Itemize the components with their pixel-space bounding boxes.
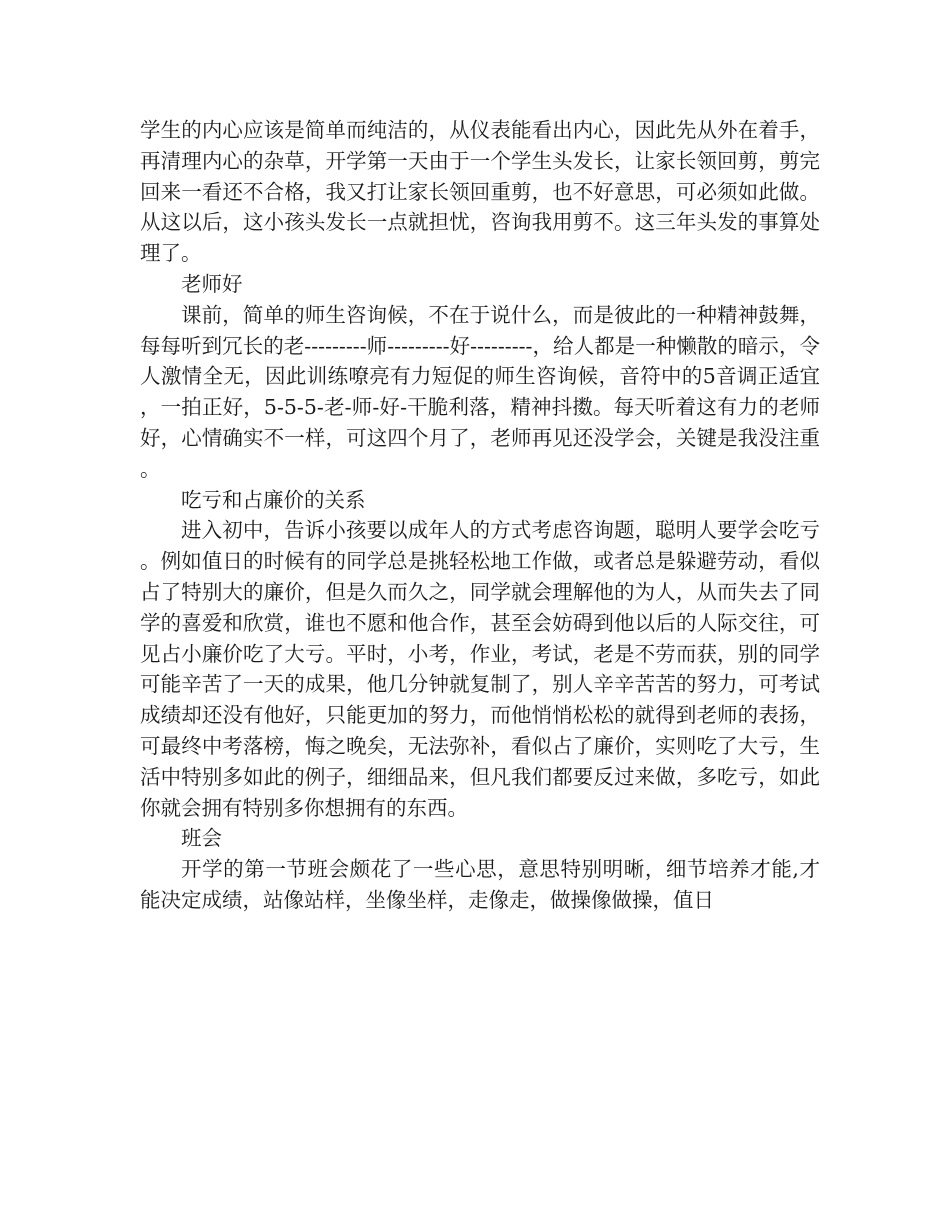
section-heading-loss-and-gain: 吃亏和占廉价的关系: [181, 487, 366, 512]
paragraph-class-meeting: 开学的第一节班会颇花了一些心思，意思特别明晰，细节培养才能,才能决定成绩，站像站样，坐像坐样，走像走，做操像做操，值日: [140, 857, 820, 912]
section-heading-teacher-greeting: 老师好: [181, 271, 243, 296]
document-body: [140, 115, 820, 916]
paragraph-loss-and-gain: 进入初中，告诉小孩要以成年人的方式考虑咨询题，聪明人要学会吃亏。例如值日的时候有的同学总是挑轻松地工作做，或者总是躲避劳动，看似占了特别大的廉价，但是久而久之，同学就会理解他的为人，从而失去了同学的喜爱和欣赏，谁也不愿和他合作，甚至会妨碍到他以后的人际交往，可见占小廉价吃了大亏。平时，小考，作业，考试，老是不劳而获，别的同学可能辛苦了一天的成果，他几分钟就复制了，别人辛辛苦苦的努力，可考试成绩却还没有他好，只能更加的努力，而他悄悄松松的就得到老师的表扬，可最终中考落榜，悔之晚矣，无法弥补，看似占了廉价，实则吃了大亏，生活中特别多如此的例子，细细品来，但凡我们都要反过来做，多吃亏，如此你就会拥有特别多你想拥有的东西。: [140, 518, 820, 820]
paragraph-appearance: 学生的内心应该是简单而纯洁的，从仪表能看出内心，因此先从外在着手，再清理内心的杂草，开学第一天由于一个学生头发长，让家长领回剪，剪完回来一看还不合格，我又打让家长领回重剪，也不好意思，可必须如此做。从这以后，这小孩头发长一点就担忧，咨询我用剪不。这三年头发的事算处理了。: [140, 118, 820, 266]
paragraph-teacher-greeting: 课前，简单的师生咨询候，不在于说什么，而是彼此的一种精神鼓舞，每每听到冗长的老---------师---------好---------，给人都是一种懒散的暗示，令人激情全无，因此训练嘹亮有力短促的师生咨询候，音符中的5音调正适宜，一拍正好，5-5-5-老-师-好-干脆利落，精神抖擞。每天听着这有力的老师好，心情确实不一样，可这四个月了，老师再见还没学会，关键是我没注重。: [140, 302, 820, 481]
section-heading-class-meeting: 班会: [181, 826, 222, 851]
